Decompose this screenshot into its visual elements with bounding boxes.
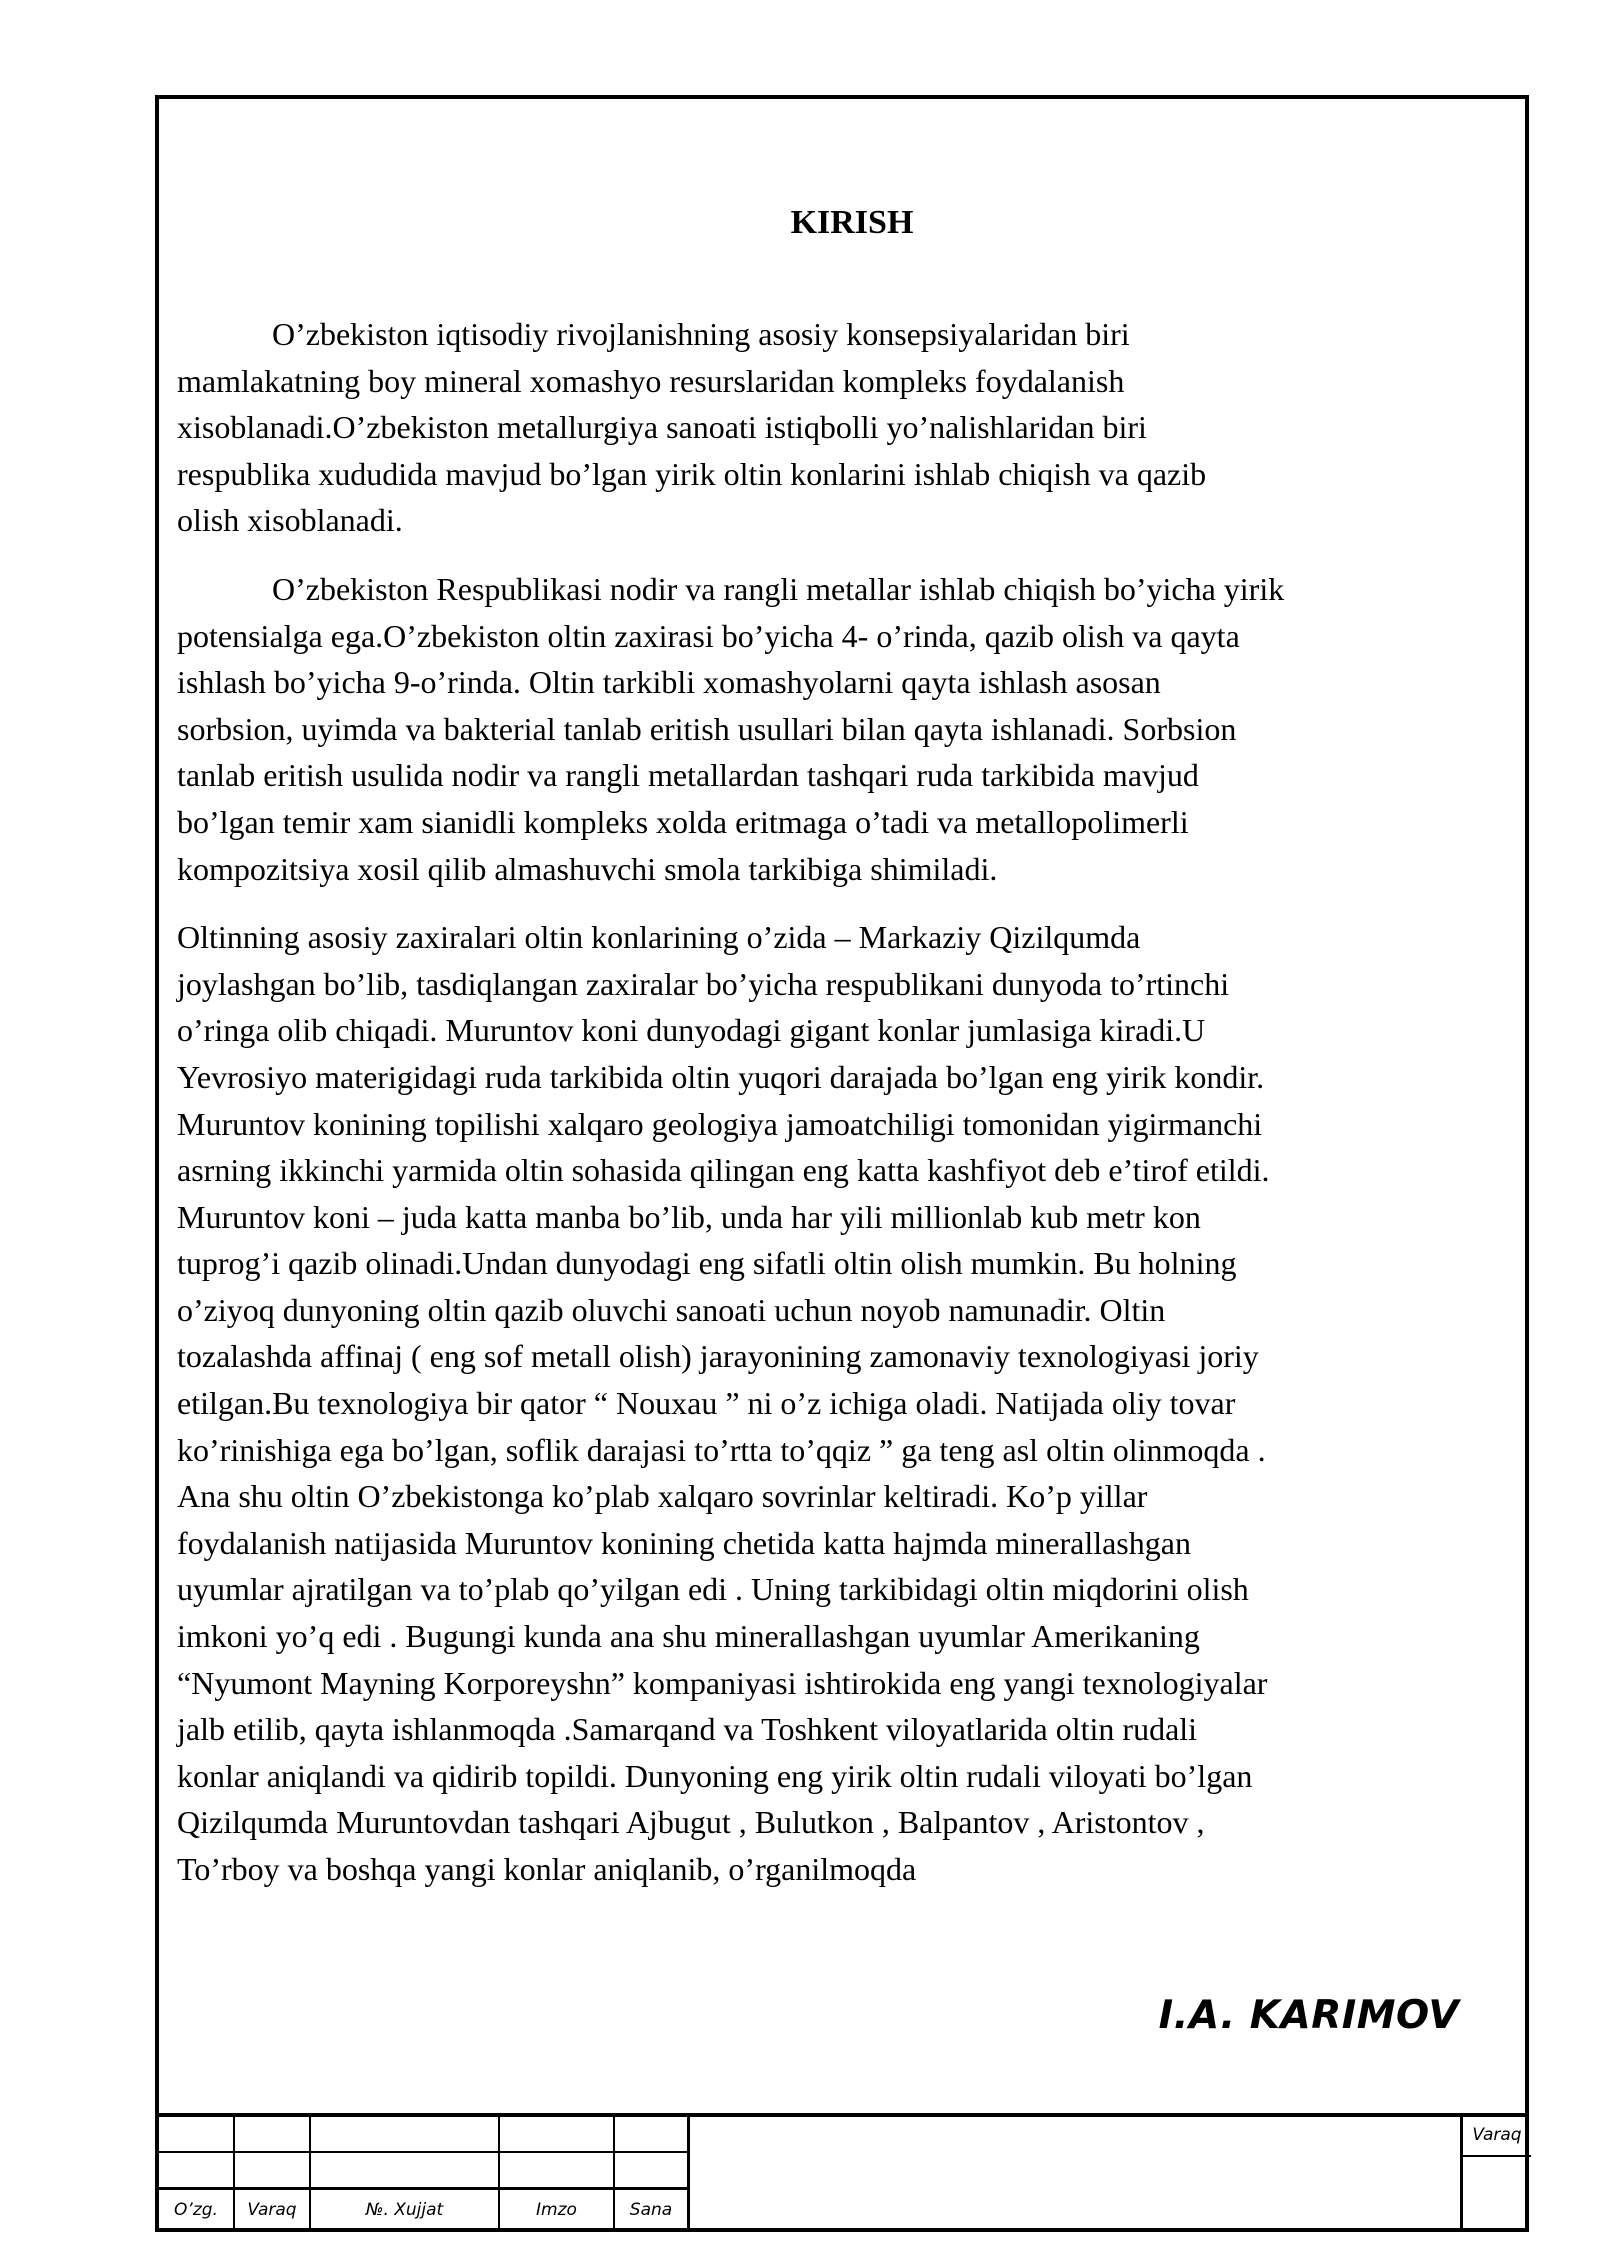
stamp-label-document-no: №. Xujjat [365,2200,444,2220]
page-frame [155,95,1529,2232]
stamp-label-sheet: Varaq [247,2200,297,2220]
paragraph-3 [177,914,1467,1892]
stamp-label-changes: O’zg. [174,2200,218,2220]
title-block [159,2113,1525,2228]
document-body [177,311,1467,1915]
paragraph-1 [177,311,1467,544]
paragraph-1-text: O’zbekiston iqtisodiy rivojlanishning asosiy konsepsiyalaridan biri mamlakatning boy mineral xomashyo resurslaridan kompleks foydalanish xisoblanadi.O’zbekiston metallurgiya sanoati istiqbolli yo’nalishlaridan biri respublika xududida mavjud bo’lgan yirik oltin konlarini ishlab chiqish va qazib olish xisoblanadi. [177,316,1207,539]
author-signature: I.A. KARIMOV [1158,1993,1459,2038]
stamp-sheet-label: Varaq [1472,2125,1522,2145]
paragraph-3-text: Oltinning asosiy zaxiralari oltin konlarining o’zida – Markaziy Qizilqumda joylashgan bo’lib, tasdiqlangan zaxiralar bo’yicha respublikani dunyoda to’rtinchi o’ringa olib chiqadi. Muruntov koni dunyodagi gigant konlar jumlasiga kiradi.U Yevrosiyo materigidagi ruda tarkibida oltin yuqori darajada bo’lgan eng yirik kondir. Muruntov konining topilishi xalqaro geologiya jamoatchiligi tomonidan yigirmanchi asrning ikkinchi yarmida oltin sohasida qilingan eng katta kashfiyot deb e’tirof etildi. Muruntov koni – juda katta manba bo’lib, unda har yili millionlab kub metr kon tuprog’i qazib olinadi.Undan dunyodagi eng sifatli oltin olish mumkin. Bu holning o’ziyoq dunyoning oltin qazib oluvchi sanoati uchun noyob namunadir. Oltin tozalashda affinaj ( eng sof metall olish) jarayonining zamonaviy texnologiyasi joriy etilgan.Bu texnologiya bir qator “ Nouxau ” ni o’z ichiga oladi. Natijada oliy tovar ko’rinishiga ega bo’lgan, soflik darajasi to’rtta to’qqiz ” ga teng asl oltin olinmoqda . Ana shu oltin O’zbekistonga ko’plab xalqaro sovrinlar keltiradi. Ko’p yillar foydalanish natijasida Muruntov konining chetida katta hajmda minerallashgan uyumlar ajratilgan va to’plab qo’yilgan edi . Uning tarkibidagi oltin miqdorini olish imkoni yo’q edi . Bugungi kunda ana shu minerallashgan uyumlar Amerikaning “Nyumont Mayning Korporeyshn” kompaniyasi ishtirokida eng yangi texnologiyalar jalb etilib, qayta ishlanmoqda .Samarqand va Toshkent viloyatlarida oltin rudali konlar aniqlandi va qidirib topildi. Dunyoning eng yirik oltin rudali viloyati bo’lgan Qizilqumda Muruntovdan tashqari Ajbugut , Bulutkon , Balpantov , Aristontov , To’rboy va boshqa yangi konlar aniqlanib, o’rganilmoqda [177,919,1270,1887]
stamp-label-signature: Imzo [536,2200,577,2220]
stamp-label-date: Sana [629,2200,673,2220]
paragraph-2 [177,566,1467,892]
paragraph-2-text: O’zbekiston Respublikasi nodir va rangli metallar ishlab chiqish bo’yicha yirik potensialga ega.O’zbekiston oltin zaxirasi bo’yicha 4- o’rinda, qazib olish va qayta ishlash bo’yicha 9-o’rinda. Oltin tarkibli xomashyolarni qayta ishlash asosan sorbsion, uyimda va bakterial tanlab eritish usullari bilan qayta ishlanadi. Sorbsion tanlab eritish usulida nodir va rangli metallardan tashqari ruda tarkibida mavjud bo’lgan temir xam sianidli kompleks xolda eritmaga o’tadi va metallopolimerli kompozitsiya xosil qilib almashuvchi smola tarkibiga shimiladi. [177,570,1285,887]
document-title: KIRISH [790,204,914,241]
